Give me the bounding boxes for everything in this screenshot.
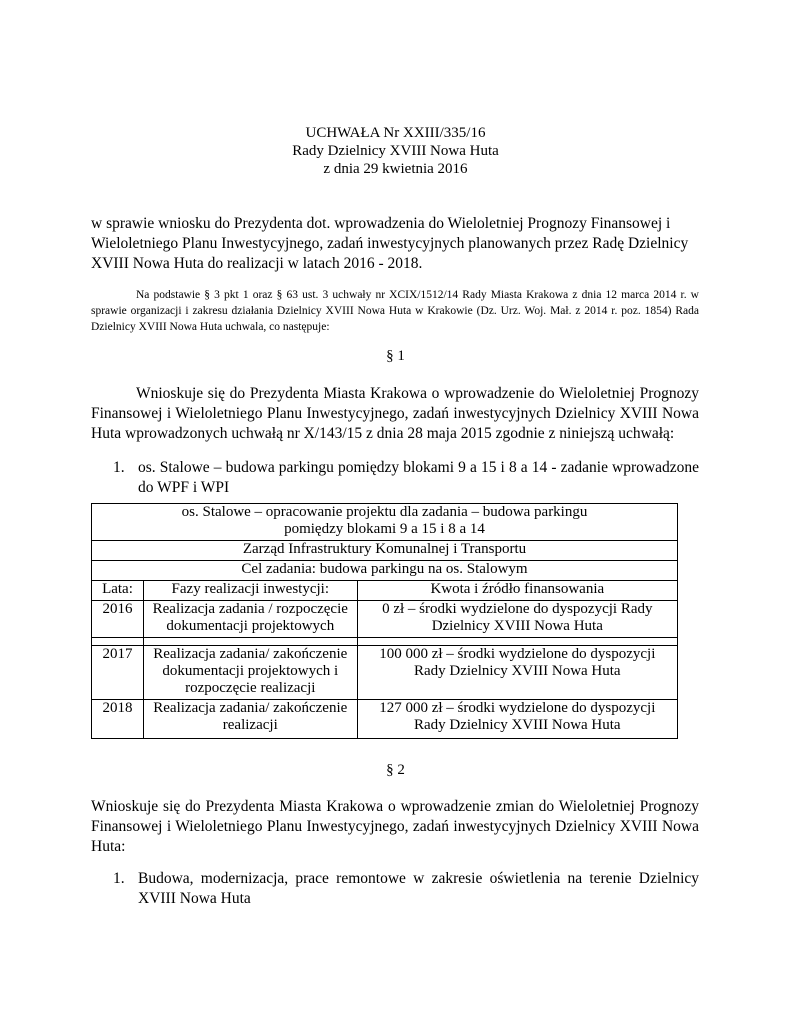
- column-header-year: Lata:: [92, 581, 144, 601]
- list-item-number: 1.: [113, 870, 125, 887]
- column-header-phase: Fazy realizacji inwestycji:: [143, 581, 357, 601]
- table-row: [92, 700, 678, 739]
- investment-table: [91, 503, 678, 739]
- table-row: [92, 504, 678, 541]
- amount-cell: 127 000 zł – środki wydzielone do dyspozycji Rady Dzielnicy XVIII Nowa Huta: [357, 700, 677, 739]
- table-spacer-row: [92, 638, 678, 646]
- resolution-date: z dnia 29 kwietnia 2016: [323, 161, 468, 177]
- section-2-list-item: [91, 869, 699, 909]
- amount-cell: 0 zł – środki wydzielone do dyspozycji Rady Dzielnicy XVIII Nowa Huta: [357, 601, 677, 638]
- table-header-row: [92, 581, 678, 601]
- section-2-text: Wnioskuje się do Prezydenta Miasta Krakowa o wprowadzenie zmian do Wieloletniej Prognozy Finansowej i Wieloletniego Planu Inwestycyjnego, zadań inwestycyjnych Dzielnicy XVIII Nowa Huta:: [91, 798, 699, 855]
- list-item-number: 1.: [113, 459, 125, 476]
- subject-line: XVIII Nowa Huta do realizacji w latach 2016 - 2018.: [91, 255, 423, 272]
- section-2-mark: § 2: [386, 762, 405, 778]
- phase-cell: Realizacja zadania / rozpoczęcie dokumentacji projektowych: [143, 601, 357, 638]
- table-goal-cell: Cel zadania: budowa parkingu na os. Stalowym: [92, 561, 678, 581]
- list-item-text: Budowa, modernizacja, prace remontowe w zakresie oświetlenia na terenie Dzielnicy XVIII Nowa Huta: [138, 870, 699, 907]
- subject-line: Wieloletniego Planu Inwestycyjnego, zadań inwestycyjnych planowanych przez Radę Dzielnicy: [91, 235, 689, 252]
- section-1-text: Wnioskuje się do Prezydenta Miasta Krakowa o wprowadzenie do Wieloletniej Prognozy Finansowej i Wieloletniego Planu Inwestycyjnego, zadań inwestycyjnych Dzielnicy XVIII Nowa Huta wprowadzonych uchwałą nr X/143/15 z dnia 28 maja 2015 zgodnie z niniejszą uchwałą:: [91, 385, 699, 442]
- resolution-header: [0, 124, 791, 178]
- table-row: [92, 601, 678, 638]
- resolution-subject: [91, 214, 699, 274]
- column-header-amount: Kwota i źródło finansowania: [357, 581, 677, 601]
- table-unit-cell: Zarząd Infrastruktury Komunalnej i Transportu: [92, 541, 678, 561]
- year-cell: 2017: [92, 646, 144, 700]
- spacer-cell: [143, 638, 357, 646]
- amount-cell: 100 000 zł – środki wydzielone do dyspozycji Rady Dzielnicy XVIII Nowa Huta: [357, 646, 677, 700]
- resolution-number: UCHWAŁA Nr XXIII/335/16: [305, 125, 486, 141]
- table-row: [92, 541, 678, 561]
- section-1-mark: § 1: [386, 348, 405, 364]
- issuing-council: Rady Dzielnicy XVIII Nowa Huta: [292, 143, 499, 159]
- list-item-text: os. Stalowe – budowa parkingu pomiędzy blokami 9 a 15 i 8 a 14 - zadanie wprowadzone do WPF i WPI: [138, 459, 699, 496]
- year-cell: 2016: [92, 601, 144, 638]
- year-cell: 2018: [92, 700, 144, 739]
- table-row: [92, 561, 678, 581]
- table-title-cell: os. Stalowe – opracowanie projektu dla zadania – budowa parkingu pomiędzy blokami 9 a 15 i 8 a 14: [92, 504, 678, 541]
- phase-cell: Realizacja zadania/ zakończenie dokumentacji projektowych i rozpoczęcie realizacji: [143, 646, 357, 700]
- section-1-list-item: [91, 458, 699, 498]
- legal-basis: Na podstawie § 3 pkt 1 oraz § 63 ust. 3 uchwały nr XCIX/1512/14 Rady Miasta Krakowa z dnia 12 marca 2014 r. w sprawie organizacji i zakresu działania Dzielnicy XVIII Nowa Huta w Krakowie (Dz. Urz. Woj. Mał. z 2014 r. poz. 1854) Rada Dzielnicy XVIII Nowa Huta uchwala, co następuje:: [91, 289, 699, 333]
- spacer-cell: [92, 638, 144, 646]
- spacer-cell: [357, 638, 677, 646]
- phase-cell: Realizacja zadania/ zakończenie realizacji: [143, 700, 357, 739]
- table-row: [92, 646, 678, 700]
- subject-line: w sprawie wniosku do Prezydenta dot. wprowadzenia do Wieloletniej Prognozy Finansowej i: [91, 215, 671, 232]
